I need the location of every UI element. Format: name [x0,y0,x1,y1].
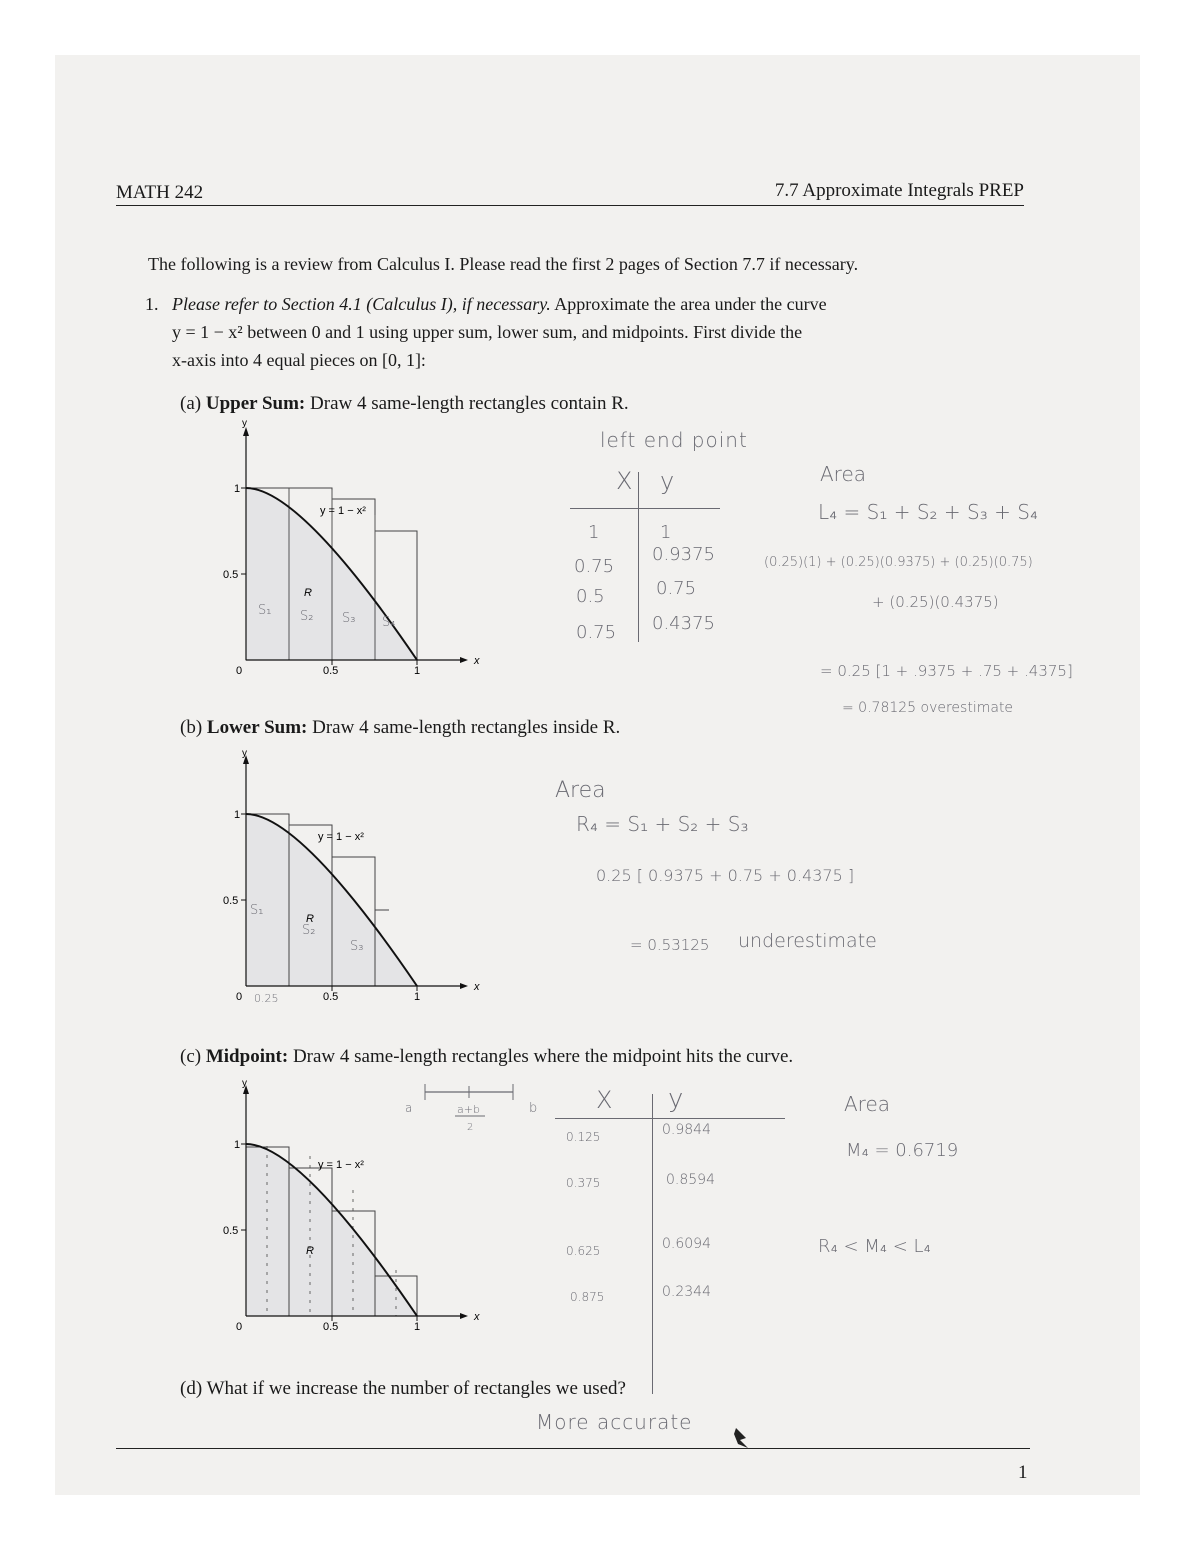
graph-a-y-label: y [242,420,247,429]
graph-b-origin: 0 [236,991,243,1003]
graph-c-x-arrow [460,1313,468,1319]
part-b-text: Draw 4 same-length rectangles inside R. [307,717,621,738]
hw-b-area-title: Area [555,778,606,803]
hw-a-x-1: 0.75 [574,556,615,577]
part-a-prompt [180,393,629,415]
graph-a-s3: S₃ [342,611,356,626]
graph-a-s4: S₄ [382,615,396,630]
graph-a-x-label: x [474,655,480,667]
hw-a-table-vline [638,472,639,642]
hw-a-y-2: 0.75 [656,578,697,599]
graph-b-s2: S₂ [302,923,316,938]
graph-c-y-label: y [242,1080,247,1089]
part-a-text: Draw 4 same-length rectangles contain R. [305,393,629,414]
graph-a-s1: S₁ [258,603,272,618]
part-c-label: (c) [180,1046,202,1067]
hw-c-x-1: 0.375 [566,1176,601,1190]
part-c-prompt [180,1046,793,1068]
hw-c-m4: M₄ = 0.6719 [846,1140,959,1161]
hw-a-result: = 0.78125 overestimate [842,700,1014,716]
part-b-label: (b) [180,717,203,738]
hw-c-compare: R₄ < M₄ < L₄ [818,1236,931,1257]
hw-b-result: = 0.53125 [630,936,710,954]
part-d-label: (d) [180,1378,203,1399]
pen-mark-icon [730,1424,754,1450]
hw-a-x-0: 1 [588,522,600,543]
graph-a-origin: 0 [236,665,243,677]
hw-a-expansion-2: + (0.25)(0.4375) [872,593,999,611]
graph-b-curve-label: y = 1 − x² [318,831,364,843]
graph-a-curve-label: y = 1 − x² [320,505,366,517]
problem-line-1 [172,290,1027,318]
hw-d-answer: More accurate [536,1410,693,1434]
hw-b-formula: R₄ = S₁ + S₂ + S₃ [576,812,749,836]
footer-rule [116,1448,1030,1449]
part-a-title: Upper Sum: [205,393,306,414]
problem-instruction: Approximate the area under the curve [550,294,827,314]
hw-a-formula: L₄ = S₁ + S₂ + S₃ + S₄ [818,500,1038,524]
hw-c-x-3: 0.875 [570,1290,605,1304]
hw-b-expansion: 0.25 [ 0.9375 + 0.75 + 0.4375 ] [596,866,855,885]
part-d-prompt [180,1378,626,1400]
hw-c-x-2: 0.625 [566,1244,601,1258]
graph-c-curve-label: y = 1 − x² [318,1159,364,1171]
section-title: 7.7 Approximate Integrals PREP [774,180,1024,201]
hw-a-factored: = 0.25 [1 + .9375 + .75 + .4375] [820,662,1073,680]
graph-c-origin: 0 [236,1321,243,1333]
hw-c-y-0: 0.9844 [662,1122,711,1138]
graph-c-tick-x-half: 0.5 [323,1321,339,1333]
graph-a-tick-x-half: 0.5 [323,665,339,677]
graph-b-tick-note: 0.25 [254,992,279,1005]
graph-c-x-label: x [474,1311,480,1323]
part-a-label: (a) [180,393,202,414]
header-rule [116,205,1024,206]
problem-line-2: y = 1 − x² between 0 and 1 using upper sum, lower sum, and midpoints. First divide the [172,322,803,342]
hw-a-title: left end point [600,428,748,452]
graph-b [210,750,500,1010]
hw-a-expansion-1: (0.25)(1) + (0.25)(0.9375) + (0.25)(0.75) [764,555,1033,570]
graph-a-region-label: R [304,587,312,599]
hw-c-y-2: 0.6094 [662,1236,711,1252]
hw-c-table-vline [652,1094,653,1394]
part-d-text: What if we increase the number of rectangles we used? [206,1378,626,1399]
hw-c-a: a [405,1101,413,1115]
graph-c-tick-half: 0.5 [223,1225,239,1237]
hw-c-num: a+b [457,1103,480,1116]
graph-c-region-label: R [306,1245,314,1257]
hw-c-col-x: X [596,1086,613,1114]
hw-a-y-0: 1 [660,522,672,543]
graph-a [210,420,500,690]
graph-c-tick-1: 1 [234,1139,241,1151]
hw-a-table-hline [570,508,720,509]
hw-c-x-0: 0.125 [566,1130,601,1144]
graph-b-tick-x-one: 1 [414,991,421,1003]
part-c-text: Draw 4 same-length rectangles where the midpoint hits the curve. [288,1046,794,1067]
intro-text: The following is a review from Calculus I. Please read the first 2 pages of Section 7.7 if necessary. [148,254,859,274]
graph-b-tick-1: 1 [234,809,241,821]
hw-a-y-1: 0.9375 [652,544,715,565]
graph-b-x-label: x [474,981,480,993]
hw-c-y-1: 0.8594 [666,1172,715,1188]
part-b-prompt [180,717,620,739]
problem-line-3: x-axis into 4 equal pieces on [0, 1]: [172,350,426,370]
problem-number: 1. [145,294,159,314]
hw-c-interval-sketch [405,1082,545,1134]
hw-c-table-hline [555,1118,785,1119]
graph-c-tick-x-one: 1 [414,1321,421,1333]
problem-reference: Please refer to Section 4.1 (Calculus I), if necessary. [172,294,551,314]
graph-b-s3: S₃ [350,939,364,954]
graph-b-tick-x-half: 0.5 [323,991,339,1003]
hw-a-area-title: Area [820,462,867,486]
hw-c-den: 2 [467,1122,474,1133]
hw-a-col-y: y [660,467,675,495]
hw-c-area-title: Area [844,1092,891,1116]
graph-b-s1: S₁ [250,903,264,918]
graph-b-x-arrow [460,983,468,989]
graph-a-tick-half: 0.5 [223,569,239,581]
graph-a-s2: S₂ [300,609,314,624]
graph-b-region-label: R [306,913,314,925]
page-number: 1 [1018,1462,1028,1483]
hw-a-x-2: 0.5 [576,586,605,607]
graph-b-tick-half: 0.5 [223,895,239,907]
hw-a-col-x: X [616,467,633,495]
graph-a-x-arrow [460,657,468,663]
graph-a-tick-1: 1 [234,483,241,495]
course-name: MATH 242 [116,182,204,203]
hw-b-result-word: underestimate [738,930,877,952]
hw-a-x-3: 0.75 [576,622,617,643]
hw-c-y-3: 0.2344 [662,1284,711,1300]
graph-b-y-label: y [242,750,247,759]
hw-a-y-3: 0.4375 [652,613,715,634]
part-b-title: Lower Sum: [206,717,308,738]
hw-c-col-y: y [668,1084,684,1114]
graph-a-tick-x-one: 1 [414,665,421,677]
part-c-title: Midpoint: [205,1046,289,1067]
hw-c-b: b [529,1101,538,1116]
